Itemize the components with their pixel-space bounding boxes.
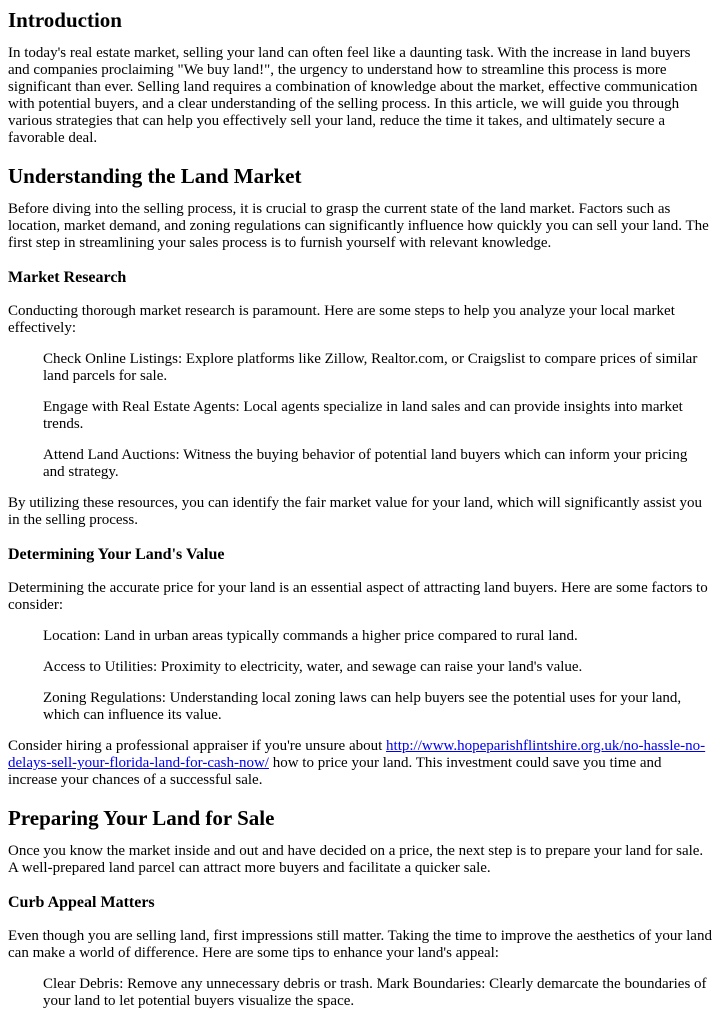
curb-list xyxy=(8,976,712,1010)
list-item: Zoning Regulations: Understanding local zoning laws can help buyers see the potential uses for your land, which can influence its value. xyxy=(43,690,682,723)
list-item: Access to Utilities: Proximity to electricity, water, and sewage can raise your land's value. xyxy=(43,659,583,675)
heading-introduction: Introduction xyxy=(8,8,122,32)
article xyxy=(0,8,720,1010)
heading-determining-value: Determining Your Land's Value xyxy=(8,546,225,563)
value-closing xyxy=(8,738,712,789)
list-item: Check Online Listings: Explore platforms like Zillow, Realtor.com, or Craigslist to compare prices of similar land parcels for sale. xyxy=(43,351,698,384)
value-closing-before: Consider hiring a professional appraiser if you're unsure about xyxy=(8,738,387,754)
intro-paragraph: In today's real estate market, selling your land can often feel like a daunting task. With the increase in land buyers and companies proclaiming "We buy land!", the urgency to understand how to streamline this process is more significant than ever. Selling land requires a combination of knowledge about the market, effective communication with potential buyers, and a clear understanding of the selling process. In this article, we will guide you through various strategies that can help you effectively sell your land, reduce the time it takes, and ultimately secure a favorable deal. xyxy=(8,45,698,146)
market-paragraph: Before diving into the selling process, it is crucial to grasp the current state of the land market. Factors such as location, market demand, and zoning regulations can significantly influence how quickly you can sell your land. The first step in streamlining your sales process is to furnish yourself with relevant knowledge. xyxy=(8,201,709,251)
list-item: Clear Debris: Remove any unnecessary debris or trash. Mark Boundaries: Clearly demarcate the boundaries of your land to let potential buyers visualize the space. xyxy=(43,976,707,1009)
heading-preparing-land: Preparing Your Land for Sale xyxy=(8,806,275,830)
value-paragraph: Determining the accurate price for your land is an essential aspect of attracting land buyers. Here are some factors to consider: xyxy=(8,580,708,613)
research-list xyxy=(8,351,712,481)
heading-curb-appeal: Curb Appeal Matters xyxy=(8,894,155,911)
value-list xyxy=(8,628,712,724)
list-item: Location: Land in urban areas typically commands a higher price compared to rural land. xyxy=(43,628,578,644)
heading-market-research: Market Research xyxy=(8,269,127,286)
heading-understanding-land-market: Understanding the Land Market xyxy=(8,164,302,188)
list-item: Engage with Real Estate Agents: Local agents specialize in land sales and can provide insights into market trends. xyxy=(43,399,683,432)
list-item: Attend Land Auctions: Witness the buying behavior of potential land buyers which can inform your pricing and strategy. xyxy=(43,447,688,480)
research-closing: By utilizing these resources, you can identify the fair market value for your land, which will significantly assist you in the selling process. xyxy=(8,495,702,528)
value-closing-after: how to price your land. This investment could save you time and increase your chances of a successful sale. xyxy=(8,755,662,788)
appraiser-link[interactable]: http://www.hopeparishflintshire.org.uk/no-hassle-no-delays-sell-your-florida-land-for-cash-now/ xyxy=(8,738,706,771)
curb-paragraph: Even though you are selling land, first impressions still matter. Taking the time to improve the aesthetics of your land can make a world of difference. Here are some tips to enhance your land's appeal: xyxy=(8,928,712,961)
research-paragraph: Conducting thorough market research is paramount. Here are some steps to help you analyze your local market effectively: xyxy=(8,303,675,336)
preparing-paragraph: Once you know the market inside and out and have decided on a price, the next step is to prepare your land for sale. A well-prepared land parcel can attract more buyers and facilitate a quicker sale. xyxy=(8,843,704,876)
